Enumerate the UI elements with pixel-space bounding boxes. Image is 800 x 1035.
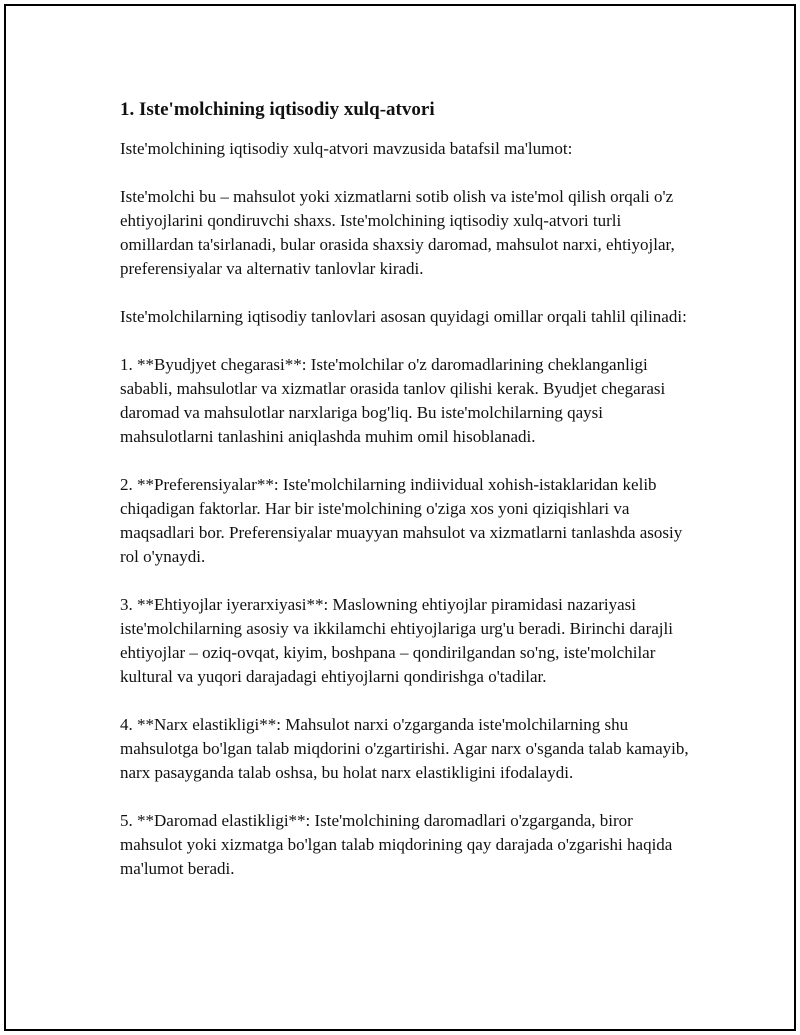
budget-constraint-paragraph: 1. **Byudjyet chegarasi**: Iste'molchilar o'z daromadlarining cheklanganligi sababli, mahsulotlar va xizmatlar orasida tanlov qilishi kerak. Byudjet chegarasi daromad va mahsulotlar narxlariga bog'liq. Bu iste'molchilarning qaysi mahsulotlarni tanlashini aniqlashda muhim omil hisoblanadi. xyxy=(120,355,666,446)
price-elasticity-paragraph: 4. **Narx elastikligi**: Mahsulot narxi o'zgarganda iste'molchilarning shu mahsulotga bo'lgan talab miqdorini o'zgartirishi. Agar narx o'sganda talab kamayib, narx pasayganda talab oshsa, bu holat narx elastikligini ifodalaydi. xyxy=(120,715,689,782)
intro-paragraph: Iste'molchining iqtisodiy xulq-atvori mavzusida batafsil ma'lumot: xyxy=(120,139,573,158)
preferences-paragraph: 2. **Preferensiyalar**: Iste'molchilarning indiividual xohish-istaklaridan kelib chiqadigan faktorlar. Har bir iste'molchining o'ziga xos yoni qiziqishlari va maqsadlari bor. Preferensiyalar muayyan mahsulot va xizmatlarni tanlashda asosiy rol o'ynaydi. xyxy=(120,475,683,566)
income-elasticity-paragraph: 5. **Daromad elastikligi**: Iste'molchining daromadlari o'zgarganda, biror mahsulot yoki xizmatga bo'lgan talab miqdorining qay darajada o'zgarishi haqida ma'lumot beradi. xyxy=(120,811,673,878)
needs-hierarchy-paragraph: 3. **Ehtiyojlar iyerarxiyasi**: Maslowning ehtiyojlar piramidasi nazariyasi iste'molchilarning asosiy va ikkilamchi ehtiyojlariga urg'u beradi. Birinchi darajli ehtiyojlar – oziq-ovqat, kiyim, boshpana – qondirilgandan so'ng, iste'molchilar kultural va yuqori darajadagi ehtiyojlarni qondirishga o'tadilar. xyxy=(120,595,673,686)
document-title: 1. Iste'molchining iqtisodiy xulq-atvori xyxy=(120,99,435,120)
document-page xyxy=(4,4,796,1031)
factors-intro-paragraph: Iste'molchilarning iqtisodiy tanlovlari asosan quyidagi omillar orqali tahlil qilinadi: xyxy=(120,307,687,326)
document-body xyxy=(120,98,690,905)
definition-paragraph: Iste'molchi bu – mahsulot yoki xizmatlarni sotib olish va iste'mol qilish orqali o'z ehtiyojlarini qondiruvchi shaxs. Iste'molchining iqtisodiy xulq-atvori turli omillardan ta'sirlanadi, bular orasida shaxsiy daromad, mahsulot narxi, ehtiyojlar, preferensiyalar va alternativ tanlovlar kiradi. xyxy=(120,187,675,278)
